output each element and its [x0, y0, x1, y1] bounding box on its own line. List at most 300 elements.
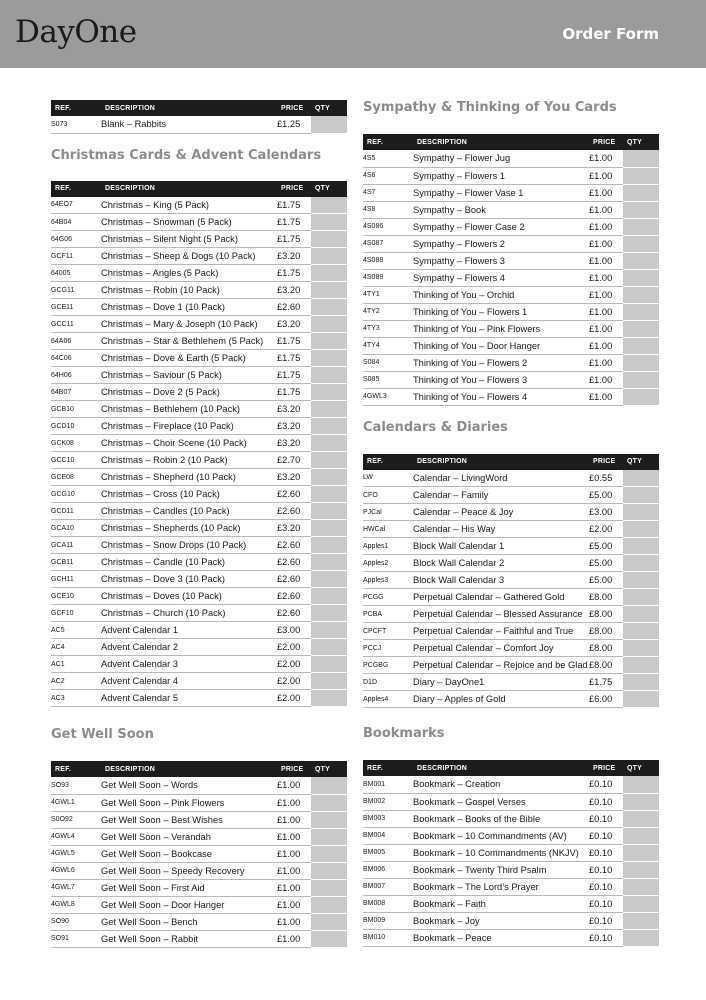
item-ref: BM009 [363, 912, 413, 929]
qty-input-cell[interactable] [311, 367, 347, 384]
table-row [51, 896, 347, 913]
qty-input-cell[interactable] [623, 521, 659, 538]
qty-input-cell[interactable] [311, 588, 347, 605]
item-price: £2.60 [277, 605, 311, 622]
item-description: Get Well Soon – First Aid [101, 879, 277, 896]
qty-input-cell[interactable] [311, 537, 347, 554]
table-row [51, 401, 347, 418]
item-price: £3.20 [277, 469, 311, 486]
qty-column-header: QTY [311, 761, 347, 777]
table-row [51, 794, 347, 811]
item-price: £1.00 [589, 201, 623, 218]
item-ref: 64C06 [51, 350, 101, 367]
item-description: Thinking of You – Door Hanger [413, 337, 589, 354]
item-price: £1.00 [589, 303, 623, 320]
table-row [363, 487, 659, 504]
item-ref: 4TY4 [363, 337, 413, 354]
item-price: £8.00 [589, 623, 623, 640]
item-ref: 4S7 [363, 184, 413, 201]
description-column-header: DESCRIPTION [101, 100, 277, 116]
item-price: £5.00 [589, 572, 623, 589]
table-header-row [51, 181, 347, 197]
item-description: Advent Calendar 4 [101, 673, 277, 690]
item-ref: GCE10 [51, 588, 101, 605]
item-ref: SO93 [51, 777, 101, 794]
page-header [0, 0, 706, 68]
item-price: £3.20 [277, 418, 311, 435]
item-description: Christmas – Star & Bethlehem (5 Pack) [101, 333, 277, 350]
table-row [363, 252, 659, 269]
item-price: £3.20 [277, 401, 311, 418]
item-description: Advent Calendar 2 [101, 639, 277, 656]
item-description: Calendar – His Way [413, 521, 589, 538]
item-ref: 4S8 [363, 201, 413, 218]
item-description: Block Wall Calendar 1 [413, 538, 589, 555]
item-price: £3.20 [277, 282, 311, 299]
table-row [51, 350, 347, 367]
item-ref: AC4 [51, 639, 101, 656]
item-ref: SO90 [51, 913, 101, 930]
item-description: Sympathy – Flower Case 2 [413, 218, 589, 235]
qty-column-header: QTY [623, 134, 659, 150]
qty-input-cell[interactable] [311, 282, 347, 299]
item-description: Thinking of You – Orchid [413, 286, 589, 303]
item-ref: GCA11 [51, 537, 101, 554]
qty-input-cell[interactable] [623, 572, 659, 589]
item-description: Sympathy – Flowers 1 [413, 167, 589, 184]
qty-input-cell[interactable] [623, 303, 659, 320]
item-price: £8.00 [589, 657, 623, 674]
item-description: Calendar – LivingWord [413, 470, 589, 487]
price-column-header: PRICE [277, 100, 311, 116]
qty-input-cell[interactable] [623, 371, 659, 388]
qty-input-cell[interactable] [311, 350, 347, 367]
ref-column-header: REF. [51, 100, 101, 116]
price-column-header: PRICE [277, 181, 311, 197]
item-description: Bookmark – 10 Commandments (AV) [413, 827, 589, 844]
table-row [363, 623, 659, 640]
item-description: Get Well Soon – Words [101, 777, 277, 794]
qty-input-cell[interactable] [311, 401, 347, 418]
item-ref: GCC10 [51, 452, 101, 469]
qty-input-cell[interactable] [623, 504, 659, 521]
qty-input-cell[interactable] [623, 810, 659, 827]
ref-column-header: REF. [51, 181, 101, 197]
item-description: Get Well Soon – Pink Flowers [101, 794, 277, 811]
qty-input-cell[interactable] [623, 691, 659, 708]
table-row [363, 827, 659, 844]
qty-input-cell[interactable] [311, 913, 347, 930]
item-price: £1.75 [277, 214, 311, 231]
item-ref: GCF10 [51, 605, 101, 622]
item-price: £0.10 [589, 878, 623, 895]
item-description: Christmas – Doves (10 Pack) [101, 588, 277, 605]
table-header-row [363, 454, 659, 470]
table-row [363, 776, 659, 793]
table-row [363, 354, 659, 371]
table-row [363, 201, 659, 218]
item-description: Christmas – Snowman (5 Pack) [101, 214, 277, 231]
qty-input-cell[interactable] [623, 218, 659, 235]
item-price: £2.00 [277, 656, 311, 673]
qty-input-cell[interactable] [311, 605, 347, 622]
table-row [51, 452, 347, 469]
item-description: Sympathy – Flowers 2 [413, 235, 589, 252]
qty-input-cell[interactable] [623, 470, 659, 487]
table-row [363, 235, 659, 252]
qty-input-cell[interactable] [311, 299, 347, 316]
item-ref: PJCal [363, 504, 413, 521]
description-column-header: DESCRIPTION [101, 181, 277, 197]
item-ref: GCC11 [51, 316, 101, 333]
item-ref: GCE11 [51, 299, 101, 316]
qty-input-cell[interactable] [311, 452, 347, 469]
item-ref: Apples2 [363, 555, 413, 572]
item-ref: PCBA [363, 606, 413, 623]
item-description: Christmas – Angles (5 Pack) [101, 265, 277, 282]
item-price: £8.00 [589, 589, 623, 606]
qty-input-cell[interactable] [311, 622, 347, 639]
table-header-row [363, 134, 659, 150]
table-row [51, 554, 347, 571]
item-ref: 4TY1 [363, 286, 413, 303]
table-row [363, 844, 659, 861]
qty-input-cell[interactable] [623, 657, 659, 674]
qty-input-cell[interactable] [311, 197, 347, 214]
description-column-header: DESCRIPTION [413, 134, 589, 150]
qty-input-cell[interactable] [311, 231, 347, 248]
item-price: £1.00 [277, 930, 311, 947]
qty-input-cell[interactable] [311, 316, 347, 333]
item-price: £0.10 [589, 776, 623, 793]
item-description: Christmas – Church (10 Pack) [101, 605, 277, 622]
qty-input-cell[interactable] [623, 354, 659, 371]
qty-input-cell[interactable] [311, 520, 347, 537]
item-price: £3.00 [277, 622, 311, 639]
table-row [51, 828, 347, 845]
item-price: £1.00 [277, 777, 311, 794]
qty-input-cell[interactable] [623, 674, 659, 691]
qty-input-cell[interactable] [623, 827, 659, 844]
table-row [51, 469, 347, 486]
item-description: Thinking of You – Pink Flowers [413, 320, 589, 337]
item-ref: AC3 [51, 690, 101, 707]
item-description: Perpetual Calendar – Blessed Assurance [413, 606, 589, 623]
qty-input-cell[interactable] [623, 201, 659, 218]
qty-input-cell[interactable] [311, 794, 347, 811]
item-price: £1.00 [589, 269, 623, 286]
item-price: £1.00 [589, 184, 623, 201]
item-ref: BM001 [363, 776, 413, 793]
qty-input-cell[interactable] [311, 656, 347, 673]
item-description: Christmas – Mary & Joseph (10 Pack) [101, 316, 277, 333]
table-row [51, 316, 347, 333]
item-ref: 64EO7 [51, 197, 101, 214]
qty-column-header: QTY [311, 100, 347, 116]
qty-input-cell[interactable] [623, 878, 659, 895]
qty-input-cell[interactable] [623, 388, 659, 405]
qty-input-cell[interactable] [311, 930, 347, 947]
item-description: Thinking of You – Flowers 4 [413, 388, 589, 405]
qty-input-cell[interactable] [623, 235, 659, 252]
table-row [363, 912, 659, 929]
item-ref: 4TY3 [363, 320, 413, 337]
item-ref: CFO [363, 487, 413, 504]
item-ref: 64B04 [51, 214, 101, 231]
qty-input-cell[interactable] [311, 777, 347, 794]
item-description: Christmas – Choir Scene (10 Pack) [101, 435, 277, 452]
item-price: £1.00 [589, 235, 623, 252]
table-row [51, 588, 347, 605]
section-title: Get Well Soon [51, 727, 154, 742]
item-description: Christmas – Fireplace (10 Pack) [101, 418, 277, 435]
qty-input-cell[interactable] [311, 333, 347, 350]
item-description: Get Well Soon – Rabbit [101, 930, 277, 947]
table-row [51, 435, 347, 452]
qty-input-cell[interactable] [311, 503, 347, 520]
item-ref: BM005 [363, 844, 413, 861]
item-description: Get Well Soon – Verandah [101, 828, 277, 845]
table-row [363, 555, 659, 572]
table-row [51, 879, 347, 896]
item-description: Bookmark – Books of the Bible [413, 810, 589, 827]
item-price: £2.60 [277, 554, 311, 571]
item-price: £0.10 [589, 912, 623, 929]
qty-input-cell[interactable] [311, 896, 347, 913]
item-ref: BM006 [363, 861, 413, 878]
qty-input-cell[interactable] [623, 252, 659, 269]
item-price: £0.10 [589, 861, 623, 878]
table-row [51, 520, 347, 537]
qty-input-cell[interactable] [311, 639, 347, 656]
item-ref: LW [363, 470, 413, 487]
item-description: Get Well Soon – Bookcase [101, 845, 277, 862]
item-description: Christmas – Robin (10 Pack) [101, 282, 277, 299]
qty-input-cell[interactable] [311, 879, 347, 896]
table-row [51, 930, 347, 947]
qty-input-cell[interactable] [623, 589, 659, 606]
item-price: £1.00 [589, 354, 623, 371]
item-price: £8.00 [589, 640, 623, 657]
item-description: Bookmark – 10 Commandments (NKJV) [413, 844, 589, 861]
item-price: £3.20 [277, 248, 311, 265]
table-row [51, 333, 347, 350]
description-column-header: DESCRIPTION [101, 761, 277, 777]
item-ref: HWCal [363, 521, 413, 538]
qty-input-cell[interactable] [311, 673, 347, 690]
qty-input-cell[interactable] [623, 861, 659, 878]
qty-column-header: QTY [623, 760, 659, 776]
item-description: Bookmark – Faith [413, 895, 589, 912]
item-description: Bookmark – Gospel Verses [413, 793, 589, 810]
item-description: Advent Calendar 5 [101, 690, 277, 707]
item-description: Get Well Soon – Best Wishes [101, 811, 277, 828]
section-title: Calendars & Diaries [363, 419, 508, 435]
item-description: Get Well Soon – Speedy Recovery [101, 862, 277, 879]
price-column-header: PRICE [589, 760, 623, 776]
item-description: Perpetual Calendar – Gathered Gold [413, 589, 589, 606]
qty-input-cell[interactable] [623, 150, 659, 167]
table-header-row [51, 100, 347, 116]
item-description: Christmas – Sheep & Dogs (10 Pack) [101, 248, 277, 265]
item-ref: 4S087 [363, 235, 413, 252]
qty-input-cell[interactable] [623, 640, 659, 657]
table-row [363, 167, 659, 184]
qty-input-cell[interactable] [311, 690, 347, 707]
order-table [51, 100, 347, 134]
item-ref: BM002 [363, 793, 413, 810]
qty-input-cell[interactable] [311, 214, 347, 231]
item-price: £1.00 [277, 845, 311, 862]
item-ref: PCGBG [363, 657, 413, 674]
item-ref: PCCJ [363, 640, 413, 657]
item-ref: 4GWL1 [51, 794, 101, 811]
item-description: Christmas – Dove 1 (10 Pack) [101, 299, 277, 316]
qty-input-cell[interactable] [623, 912, 659, 929]
qty-input-cell[interactable] [623, 286, 659, 303]
item-ref: BM008 [363, 895, 413, 912]
item-ref: D1D [363, 674, 413, 691]
item-ref: GCG11 [51, 282, 101, 299]
item-price: £0.10 [589, 929, 623, 946]
table-row [51, 486, 347, 503]
table-row [51, 116, 347, 133]
qty-input-cell[interactable] [623, 793, 659, 810]
item-price: £2.60 [277, 299, 311, 316]
qty-input-cell[interactable] [311, 384, 347, 401]
item-ref: Apples3 [363, 572, 413, 589]
order-table-blank [51, 100, 347, 134]
item-ref: Apples4 [363, 691, 413, 708]
item-ref: SO91 [51, 930, 101, 947]
table-row [51, 571, 347, 588]
table-row [363, 470, 659, 487]
qty-input-cell[interactable] [623, 555, 659, 572]
table-row [51, 282, 347, 299]
item-price: £1.00 [277, 811, 311, 828]
qty-input-cell[interactable] [311, 571, 347, 588]
qty-input-cell[interactable] [623, 895, 659, 912]
table-row [51, 913, 347, 930]
order-table-christmas [51, 146, 347, 708]
qty-input-cell[interactable] [311, 811, 347, 828]
item-description: Block Wall Calendar 3 [413, 572, 589, 589]
qty-input-cell[interactable] [311, 486, 347, 503]
item-price: £1.25 [277, 116, 311, 133]
item-ref: 64G06 [51, 231, 101, 248]
order-table-sympathy [363, 98, 659, 406]
qty-input-cell[interactable] [311, 554, 347, 571]
qty-input-cell[interactable] [623, 269, 659, 286]
table-row [51, 197, 347, 214]
item-description: Get Well Soon – Door Hanger [101, 896, 277, 913]
item-ref: PCGG [363, 589, 413, 606]
qty-input-cell[interactable] [623, 776, 659, 793]
item-ref: 4GWL6 [51, 862, 101, 879]
item-ref: Apples1 [363, 538, 413, 555]
item-ref: GCG10 [51, 486, 101, 503]
table-row [363, 810, 659, 827]
qty-input-cell[interactable] [311, 862, 347, 879]
table-row [51, 248, 347, 265]
price-column-header: PRICE [589, 454, 623, 470]
table-row [51, 622, 347, 639]
item-price: £0.10 [589, 844, 623, 861]
item-ref: CPCFT [363, 623, 413, 640]
item-price: £1.75 [277, 367, 311, 384]
item-ref: 4S088 [363, 252, 413, 269]
table-row [363, 674, 659, 691]
item-price: £1.00 [277, 913, 311, 930]
section-title: Bookmarks [363, 726, 445, 741]
item-description: Christmas – Robin 2 (10 Pack) [101, 452, 277, 469]
item-description: Calendar – Family [413, 487, 589, 504]
item-price: £1.00 [589, 286, 623, 303]
qty-input-cell[interactable] [623, 320, 659, 337]
table-row [363, 218, 659, 235]
qty-input-cell[interactable] [311, 116, 347, 133]
item-description: Christmas – Bethlehem (10 Pack) [101, 401, 277, 418]
item-description: Thinking of You – Flowers 1 [413, 303, 589, 320]
table-row [51, 605, 347, 622]
item-ref: BM004 [363, 827, 413, 844]
qty-input-cell[interactable] [623, 538, 659, 555]
qty-input-cell[interactable] [623, 929, 659, 946]
qty-input-cell[interactable] [311, 845, 347, 862]
qty-input-cell[interactable] [311, 435, 347, 452]
item-ref: BM007 [363, 878, 413, 895]
item-ref: 64H06 [51, 367, 101, 384]
qty-input-cell[interactable] [623, 844, 659, 861]
item-description: Christmas – Shepherd (10 Pack) [101, 469, 277, 486]
price-column-header: PRICE [589, 134, 623, 150]
qty-input-cell[interactable] [311, 828, 347, 845]
ref-column-header: REF. [363, 760, 413, 776]
item-price: £5.00 [589, 555, 623, 572]
item-description: Advent Calendar 3 [101, 656, 277, 673]
qty-input-cell[interactable] [623, 337, 659, 354]
item-ref: 64005 [51, 265, 101, 282]
item-ref: GCB10 [51, 401, 101, 418]
table-row [51, 231, 347, 248]
table-row [363, 589, 659, 606]
item-ref: GCD10 [51, 418, 101, 435]
item-price: £0.10 [589, 810, 623, 827]
qty-input-cell[interactable] [311, 418, 347, 435]
qty-input-cell[interactable] [623, 623, 659, 640]
table-row [51, 214, 347, 231]
qty-input-cell[interactable] [311, 248, 347, 265]
item-ref: GCA10 [51, 520, 101, 537]
qty-input-cell[interactable] [623, 606, 659, 623]
table-row [363, 929, 659, 946]
item-price: £0.10 [589, 793, 623, 810]
qty-input-cell[interactable] [311, 469, 347, 486]
order-table-bookmarks [363, 724, 659, 947]
item-price: £1.75 [277, 231, 311, 248]
qty-input-cell[interactable] [623, 167, 659, 184]
item-price: £1.75 [277, 197, 311, 214]
item-ref: GCE08 [51, 469, 101, 486]
item-price: £1.75 [277, 350, 311, 367]
table-row [51, 639, 347, 656]
qty-input-cell[interactable] [623, 487, 659, 504]
qty-input-cell[interactable] [623, 184, 659, 201]
table-row [51, 367, 347, 384]
qty-input-cell[interactable] [311, 265, 347, 282]
table-row [363, 286, 659, 303]
section-title: Christmas Cards & Advent Calendars [51, 147, 322, 163]
